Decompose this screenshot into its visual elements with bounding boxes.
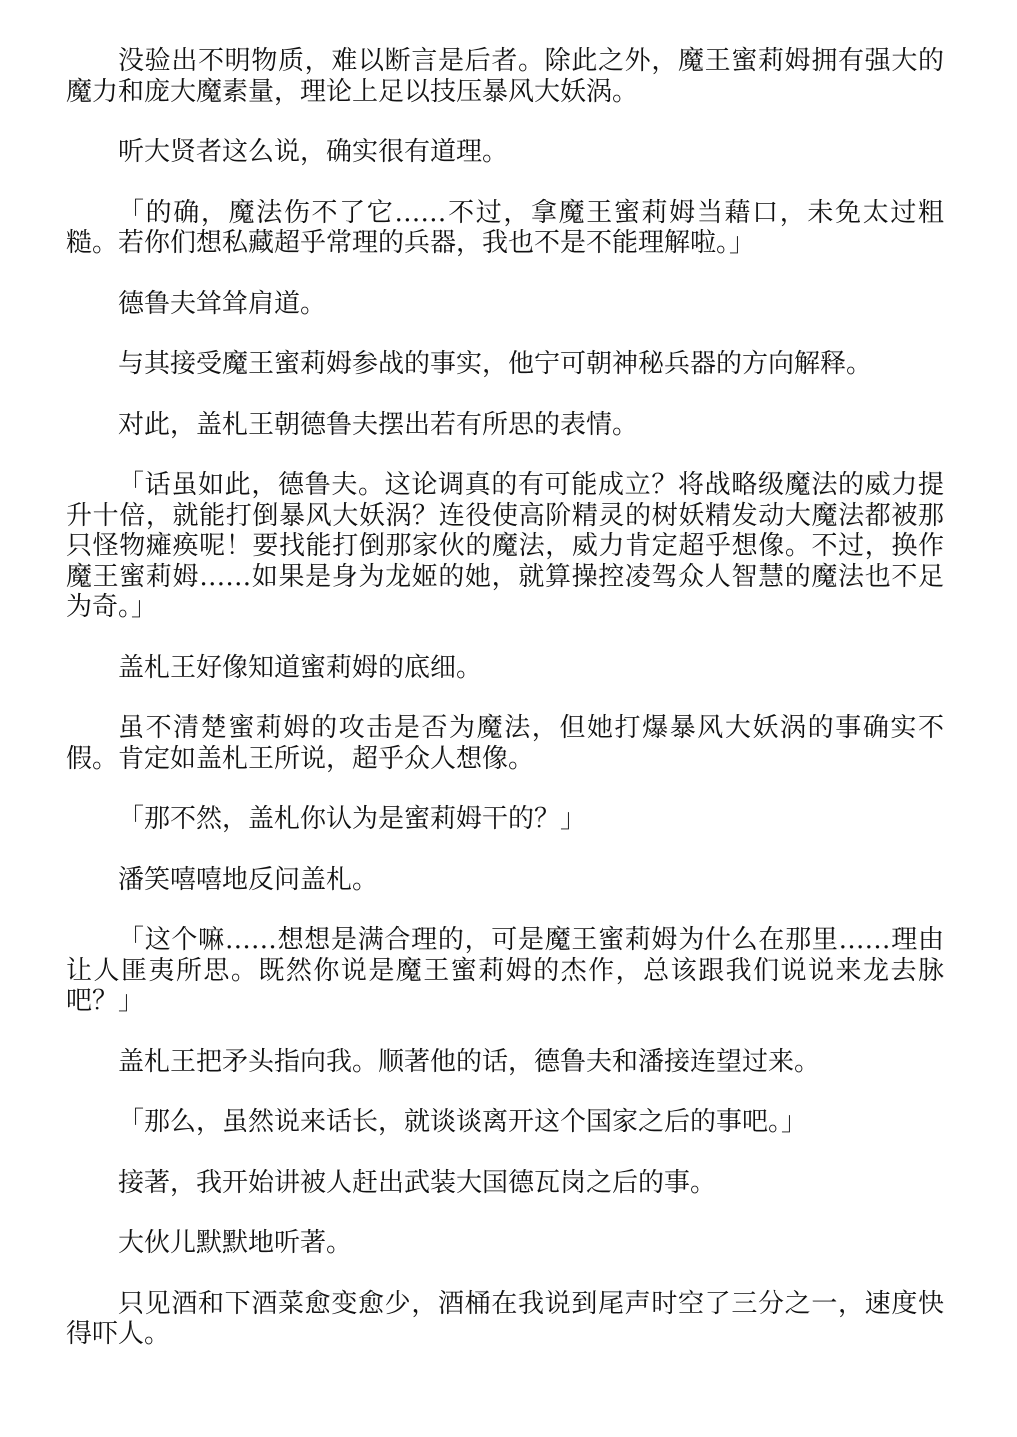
- paragraph-4: 德鲁夫耸耸肩道。: [118, 288, 327, 319]
- paragraph-10: 「那不然，盖札你认为是蜜莉姆干的？」: [118, 804, 587, 834]
- paragraph-9: 虽不清楚蜜莉姆的攻击是否为魔法，但她打爆暴风大妖涡的事确实不假。肯定如盖札王所说，超乎众人想像。: [66, 713, 944, 774]
- paragraph-11: 潘笑嘻嘻地反问盖札。: [118, 864, 379, 895]
- paragraph-1: 没验出不明物质，难以断言是后者。除此之外，魔王蜜莉姆拥有强大的魔力和庞大魔素量，理论上足以技压暴风大妖涡。: [66, 46, 944, 107]
- paragraph-17: 只见酒和下酒菜愈变愈少，酒桶在我说到尾声时空了三分之一，速度快得吓人。: [66, 1288, 944, 1349]
- paragraph-5: 与其接受魔王蜜莉姆参战的事实，他宁可朝神秘兵器的方向解释。: [118, 349, 873, 379]
- paragraph-6: 对此，盖札王朝德鲁夫摆出若有所思的表情。: [118, 409, 639, 440]
- paragraph-8: 盖札王好像知道蜜莉姆的底细。: [118, 652, 483, 683]
- document-page: [66, 46, 944, 1380]
- paragraph-13: 盖札王把矛头指向我。顺著他的话，德鲁夫和潘接连望过来。: [118, 1046, 821, 1077]
- paragraph-16: 大伙儿默默地听著。: [118, 1228, 353, 1258]
- paragraph-2: 听大贤者这么说，确实很有道理。: [118, 137, 509, 167]
- paragraph-7: 「话虽如此，德鲁夫。这论调真的有可能成立？将战略级魔法的威力提升十倍，就能打倒暴风大妖涡？连役使高阶精灵的树妖精发动大魔法都被那只怪物瘫痪呢！要找能打倒那家伙的魔法，威力肯定超乎想像。不过，换作魔王蜜莉姆……如果是身为龙姬的她，就算操控凌驾众人智慧的魔法也不足为奇。」: [66, 470, 944, 622]
- paragraph-3: 「的确，魔法伤不了它……不过，拿魔王蜜莉姆当藉口，未免太过粗糙。若你们想私藏超乎常理的兵器，我也不是不能理解啦。」: [66, 197, 944, 258]
- paragraph-15: 接著，我开始讲被人赶出武装大国德瓦岗之后的事。: [118, 1167, 717, 1198]
- paragraph-12: 「这个嘛……想想是满合理的，可是魔王蜜莉姆为什么在那里……理由让人匪夷所思。既然你说是魔王蜜莉姆的杰作，总该跟我们说说来龙去脉吧？」: [66, 925, 944, 1016]
- paragraph-14: 「那么，虽然说来话长，就谈谈离开这个国家之后的事吧。」: [118, 1107, 808, 1137]
